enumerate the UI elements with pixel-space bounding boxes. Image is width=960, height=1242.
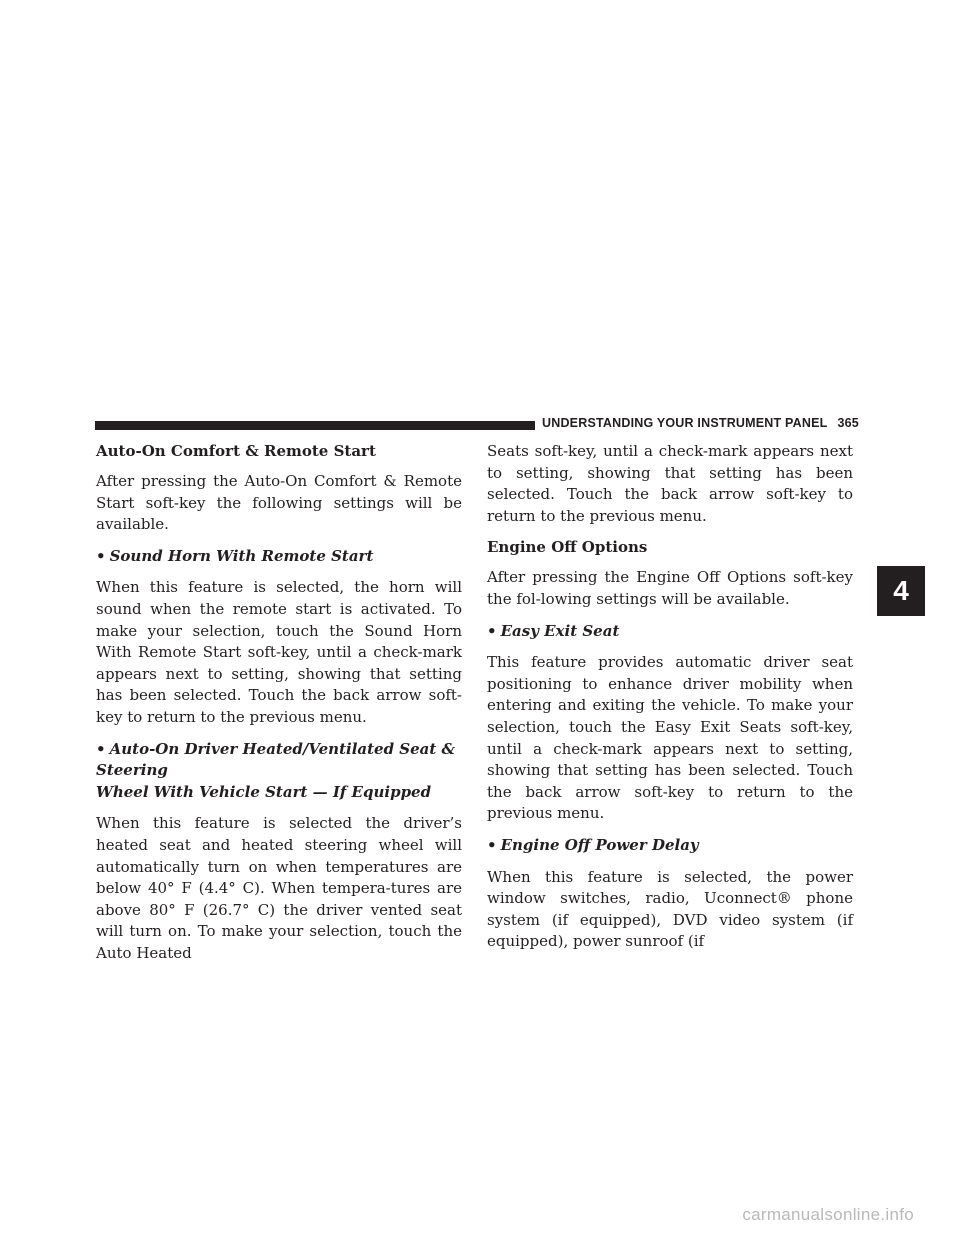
- para-sound-horn: When this feature is selected, the horn will sound when the remote start is activated. To make your selection, touch the Sound Horn With Remote Start soft-key, until a check-mark appears next to setting, showing that setting has been selected. Touch the back arrow soft-key to return to the previous menu.: [96, 578, 462, 726]
- page-number: 365: [837, 416, 859, 430]
- para-auto-on-driver: When this feature is selected the driver’s heated seat and heated steering wheel will automatically turn on when temperatures are below 40° F (4.4° C). When tempera-tures are above 80° F (26.7° C) the driver vented seat will turn on. To make your selection, touch the Auto Heated: [96, 814, 462, 962]
- running-header: [542, 416, 859, 430]
- bullet-sound-horn: [96, 546, 462, 568]
- bullet-text: Engine Off Power Delay: [500, 835, 699, 854]
- section-title: UNDERSTANDING YOUR INSTRUMENT PANEL: [542, 416, 828, 430]
- header-rule: [95, 421, 535, 430]
- intro-engine-off-options: After pressing the Engine Off Options soft-key the fol-lowing settings will be available.: [487, 568, 853, 608]
- para-engine-off-power-delay: When this feature is selected, the power window switches, radio, Uconnect® phone system (if equipped), DVD video system (if equipped), power sunroof (if: [487, 867, 853, 951]
- chapter-tab: 4: [877, 566, 925, 616]
- bullet-engine-off-power-delay: [487, 835, 853, 857]
- bullet-dot: •: [96, 546, 106, 565]
- intro-auto-on-comfort: After pressing the Auto-On Comfort & Remote Start soft-key the following settings will be available.: [96, 472, 462, 534]
- watermark: carmanualsonline.info: [742, 1205, 914, 1224]
- bullet-text: Easy Exit Seat: [500, 621, 620, 640]
- para-continuation: Seats soft-key, until a check-mark appears next to setting, showing that setting has been selected. Touch the back arrow soft-key to return to the previous menu.: [487, 442, 853, 525]
- bullet-text: Sound Horn With Remote Start: [109, 546, 374, 565]
- para-easy-exit-seat: This feature provides automatic driver seat positioning to enhance driver mobility when entering and exiting the vehicle. To make your selection, touch the Easy Exit Seats soft-key, until a check-mark appears next to setting, showing that setting has been selected. Touch the back arrow soft-key to return to the previous menu.: [487, 653, 853, 823]
- heading-engine-off-options: Engine Off Options: [487, 538, 648, 557]
- bullet-auto-on-driver: [96, 739, 462, 804]
- bullet-dot: •: [487, 835, 497, 854]
- bullet-dot: •: [487, 621, 497, 640]
- bullet-easy-exit-seat: [487, 621, 853, 643]
- bullet-text-line1: Auto-On Driver Heated/Ventilated Seat & Steering: [96, 739, 456, 780]
- heading-auto-on-comfort: Auto-On Comfort & Remote Start: [96, 442, 376, 460]
- bullet-text-line2: Wheel With Vehicle Start — If Equipped: [96, 782, 432, 801]
- right-column: [487, 441, 853, 963]
- left-column: [96, 441, 462, 974]
- bullet-dot: •: [96, 739, 106, 758]
